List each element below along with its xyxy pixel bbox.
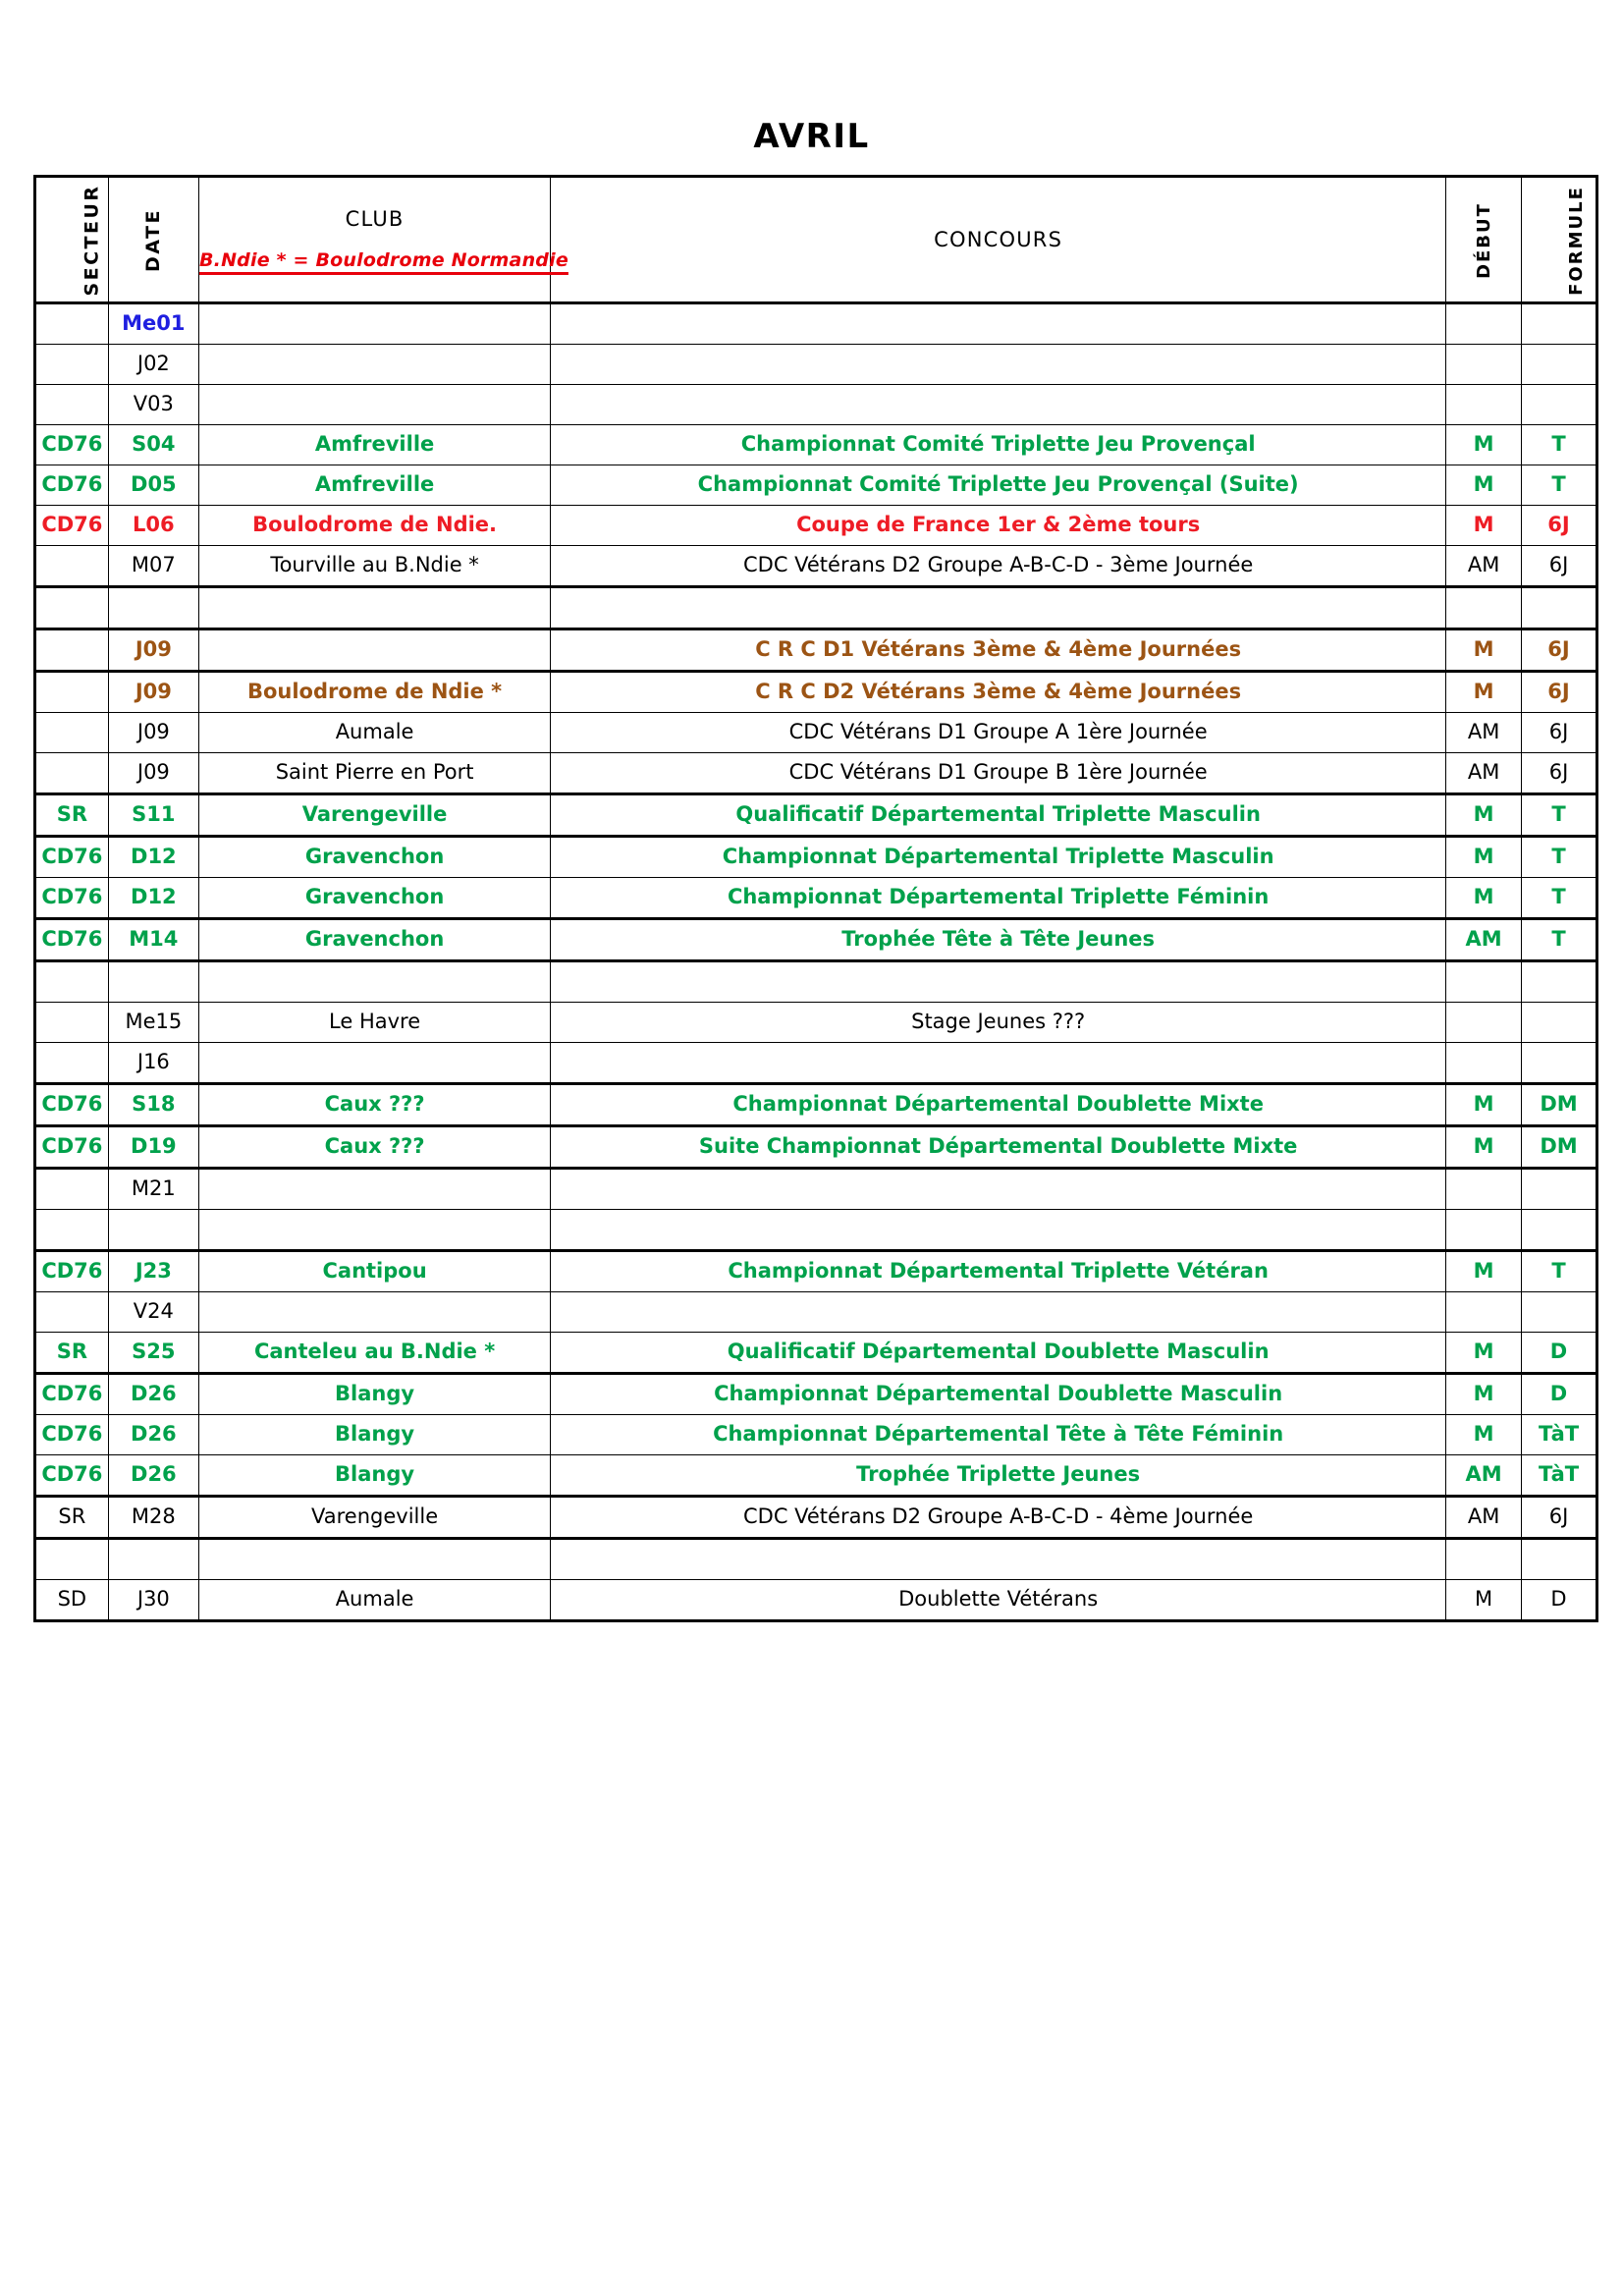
cell-secteur: CD76 [35,1084,109,1126]
table-row [35,1003,1597,1043]
table-spacer-row [35,961,1597,1003]
cell-concours: Qualificatif Départemental Triplette Masculin [551,794,1446,837]
cell-formule [1522,1210,1597,1251]
cell-date [108,1210,198,1251]
cell-club [198,1169,550,1210]
table-row [35,1455,1597,1497]
cell-date: J02 [108,345,198,385]
cell-club: Varengeville [198,794,550,837]
schedule-table-container [33,175,1598,1622]
cell-concours [551,1169,1446,1210]
cell-debut: M [1446,425,1522,465]
column-header-formule-label: FORMULE [1565,185,1587,296]
cell-club: Tourville au B.Ndie * [198,546,550,587]
cell-secteur [35,1043,109,1084]
cell-concours [551,345,1446,385]
cell-debut: AM [1446,1497,1522,1539]
cell-formule: DM [1522,1084,1597,1126]
cell-date: J09 [108,713,198,753]
cell-date: D12 [108,878,198,919]
cell-secteur: CD76 [35,919,109,961]
table-row [35,1497,1597,1539]
cell-date: J09 [108,753,198,794]
cell-formule [1522,1043,1597,1084]
cell-formule [1522,587,1597,629]
table-row [35,919,1597,961]
table-row [35,385,1597,425]
cell-secteur: CD76 [35,1455,109,1497]
cell-debut: M [1446,1333,1522,1374]
cell-formule: 6J [1522,506,1597,546]
cell-club: Amfreville [198,425,550,465]
cell-club [198,587,550,629]
cell-date [108,587,198,629]
cell-debut: M [1446,1126,1522,1169]
cell-club: Le Havre [198,1003,550,1043]
cell-club: Gravenchon [198,919,550,961]
cell-formule: T [1522,425,1597,465]
cell-club [198,303,550,345]
cell-formule: 6J [1522,753,1597,794]
cell-debut: AM [1446,919,1522,961]
cell-secteur [35,629,109,672]
cell-debut: M [1446,1415,1522,1455]
cell-debut [1446,1539,1522,1580]
schedule-table [33,175,1598,1622]
cell-debut [1446,1043,1522,1084]
cell-club [198,345,550,385]
cell-club: Canteleu au B.Ndie * [198,1333,550,1374]
cell-debut [1446,1210,1522,1251]
table-row [35,1126,1597,1169]
cell-secteur [35,1292,109,1333]
cell-formule: T [1522,794,1597,837]
cell-formule: 6J [1522,672,1597,713]
cell-formule: DM [1522,1126,1597,1169]
cell-club: Aumale [198,713,550,753]
cell-concours: C R C D1 Vétérans 3ème & 4ème Journées [551,629,1446,672]
cell-date: Me01 [108,303,198,345]
cell-concours: Suite Championnat Départemental Doublette Mixte [551,1126,1446,1169]
cell-concours: Stage Jeunes ??? [551,1003,1446,1043]
cell-club: Boulodrome de Ndie * [198,672,550,713]
table-row [35,672,1597,713]
cell-date: Me15 [108,1003,198,1043]
cell-concours [551,587,1446,629]
column-header-concours-label: CONCOURS [934,228,1063,251]
cell-concours: Qualificatif Départemental Doublette Masculin [551,1333,1446,1374]
cell-club [198,629,550,672]
cell-date: D12 [108,837,198,878]
cell-debut: AM [1446,713,1522,753]
table-row [35,1580,1597,1621]
cell-club: Gravenchon [198,878,550,919]
cell-date: L06 [108,506,198,546]
cell-date: J09 [108,672,198,713]
cell-date: M28 [108,1497,198,1539]
cell-debut: M [1446,465,1522,506]
cell-secteur: SR [35,1497,109,1539]
cell-formule: T [1522,465,1597,506]
cell-secteur: SR [35,1333,109,1374]
table-row [35,1169,1597,1210]
cell-date: S18 [108,1084,198,1126]
cell-club: Saint Pierre en Port [198,753,550,794]
cell-secteur [35,385,109,425]
cell-debut [1446,1003,1522,1043]
table-header-row [35,177,1597,303]
cell-date: J16 [108,1043,198,1084]
cell-debut: M [1446,837,1522,878]
cell-concours [551,1210,1446,1251]
cell-concours [551,961,1446,1003]
cell-date: D26 [108,1415,198,1455]
cell-concours: Championnat Départemental Triplette Féminin [551,878,1446,919]
cell-date: J09 [108,629,198,672]
cell-concours [551,303,1446,345]
cell-formule: T [1522,878,1597,919]
cell-debut: M [1446,672,1522,713]
table-row [35,1415,1597,1455]
cell-date: J30 [108,1580,198,1621]
cell-club [198,961,550,1003]
cell-concours: Championnat Comité Triplette Jeu Provençal [551,425,1446,465]
cell-debut [1446,303,1522,345]
cell-date [108,961,198,1003]
table-row [35,713,1597,753]
cell-formule: 6J [1522,713,1597,753]
cell-secteur: CD76 [35,506,109,546]
cell-concours: Championnat Départemental Triplette Vétéran [551,1251,1446,1292]
cell-date: V24 [108,1292,198,1333]
cell-date: D26 [108,1455,198,1497]
table-header [35,177,1597,303]
cell-club: Cantipou [198,1251,550,1292]
column-header-concours [551,177,1446,303]
cell-concours: Championnat Départemental Doublette Mixte [551,1084,1446,1126]
cell-formule: D [1522,1580,1597,1621]
cell-formule: T [1522,919,1597,961]
cell-secteur: CD76 [35,1374,109,1415]
table-row [35,1043,1597,1084]
cell-club: Caux ??? [198,1084,550,1126]
cell-secteur: CD76 [35,465,109,506]
cell-debut: M [1446,1251,1522,1292]
cell-secteur [35,345,109,385]
cell-club: Amfreville [198,465,550,506]
cell-debut: M [1446,878,1522,919]
cell-club: Blangy [198,1415,550,1455]
cell-club: Aumale [198,1580,550,1621]
cell-secteur: CD76 [35,1415,109,1455]
table-row [35,1374,1597,1415]
cell-concours: C R C D2 Vétérans 3ème & 4ème Journées [551,672,1446,713]
table-row [35,1251,1597,1292]
cell-date: D26 [108,1374,198,1415]
cell-debut: AM [1446,753,1522,794]
column-header-debut-label: DÉBUT [1474,201,1495,279]
cell-club [198,385,550,425]
cell-secteur: CD76 [35,425,109,465]
cell-date: M21 [108,1169,198,1210]
cell-concours [551,385,1446,425]
cell-formule: 6J [1522,629,1597,672]
cell-formule: T [1522,1251,1597,1292]
table-row [35,546,1597,587]
cell-secteur: SD [35,1580,109,1621]
cell-secteur: CD76 [35,1251,109,1292]
cell-concours: CDC Vétérans D2 Groupe A-B-C-D - 3ème Journée [551,546,1446,587]
cell-formule: TàT [1522,1415,1597,1455]
cell-formule [1522,303,1597,345]
cell-formule: 6J [1522,546,1597,587]
table-row [35,465,1597,506]
cell-formule [1522,1292,1597,1333]
cell-formule: TàT [1522,1455,1597,1497]
table-row [35,345,1597,385]
cell-club: Blangy [198,1374,550,1415]
cell-concours [551,1043,1446,1084]
page-title: AVRIL [753,117,870,156]
cell-debut [1446,345,1522,385]
cell-debut [1446,1292,1522,1333]
table-row [35,878,1597,919]
cell-date: V03 [108,385,198,425]
cell-club: Caux ??? [198,1126,550,1169]
cell-concours [551,1292,1446,1333]
table-spacer-row [35,1210,1597,1251]
cell-secteur: CD76 [35,837,109,878]
cell-debut: M [1446,794,1522,837]
cell-debut: AM [1446,546,1522,587]
table-row [35,1333,1597,1374]
cell-club [198,1210,550,1251]
cell-formule: T [1522,837,1597,878]
cell-formule: D [1522,1333,1597,1374]
table-row [35,837,1597,878]
table-spacer-row [35,1539,1597,1580]
cell-concours: Coupe de France 1er & 2ème tours [551,506,1446,546]
club-legend-note: B.Ndie * = Boulodrome Normandie [198,249,568,272]
cell-club [198,1292,550,1333]
cell-debut [1446,587,1522,629]
cell-date: S11 [108,794,198,837]
cell-formule [1522,1003,1597,1043]
cell-concours: Trophée Tête à Tête Jeunes [551,919,1446,961]
cell-secteur [35,1210,109,1251]
table-body [35,303,1597,1621]
cell-secteur [35,1539,109,1580]
cell-secteur: SR [35,794,109,837]
cell-secteur: CD76 [35,1126,109,1169]
column-header-secteur-label: SECTEUR [81,183,103,297]
cell-concours: Championnat Départemental Triplette Masculin [551,837,1446,878]
cell-secteur: CD76 [35,878,109,919]
cell-formule [1522,385,1597,425]
cell-formule: 6J [1522,1497,1597,1539]
cell-concours [551,1539,1446,1580]
column-header-date [108,177,198,303]
column-header-debut [1446,177,1522,303]
cell-secteur [35,303,109,345]
column-header-club [198,177,568,303]
cell-date: S25 [108,1333,198,1374]
cell-debut: M [1446,629,1522,672]
cell-date: M14 [108,919,198,961]
cell-secteur [35,753,109,794]
cell-secteur [35,1169,109,1210]
table-row [35,1292,1597,1333]
cell-date: S04 [108,425,198,465]
cell-debut [1446,961,1522,1003]
cell-club: Gravenchon [198,837,550,878]
cell-secteur [35,713,109,753]
table-spacer-row [35,587,1597,629]
cell-formule [1522,345,1597,385]
table-row [35,629,1597,672]
table-row [35,753,1597,794]
cell-concours: Doublette Vétérans [551,1580,1446,1621]
cell-formule [1522,1539,1597,1580]
cell-concours: Championnat Comité Triplette Jeu Provençal (Suite) [551,465,1446,506]
column-header-secteur [35,177,109,303]
cell-club [198,1043,550,1084]
cell-secteur [35,1003,109,1043]
column-header-date-label: DATE [141,207,164,272]
column-header-formule [1522,177,1597,303]
cell-debut: M [1446,1580,1522,1621]
table-row [35,506,1597,546]
cell-club: Boulodrome de Ndie. [198,506,550,546]
table-row [35,303,1597,345]
cell-concours: CDC Vétérans D1 Groupe B 1ère Journée [551,753,1446,794]
cell-debut: M [1446,1374,1522,1415]
column-header-club-label: CLUB [345,207,405,231]
table-row [35,425,1597,465]
cell-concours: CDC Vétérans D2 Groupe A-B-C-D - 4ème Journée [551,1497,1446,1539]
cell-date: J23 [108,1251,198,1292]
table-row [35,794,1597,837]
cell-formule: D [1522,1374,1597,1415]
cell-club [198,1539,550,1580]
cell-secteur [35,961,109,1003]
cell-date: D05 [108,465,198,506]
cell-secteur [35,587,109,629]
cell-concours: Championnat Départemental Tête à Tête Féminin [551,1415,1446,1455]
cell-club: Blangy [198,1455,550,1497]
cell-formule [1522,1169,1597,1210]
cell-date: M07 [108,546,198,587]
cell-date [108,1539,198,1580]
cell-concours: Championnat Départemental Doublette Masculin [551,1374,1446,1415]
cell-concours: Trophée Triplette Jeunes [551,1455,1446,1497]
cell-debut [1446,385,1522,425]
cell-debut: M [1446,1084,1522,1126]
cell-date: D19 [108,1126,198,1169]
cell-debut: M [1446,506,1522,546]
cell-club: Varengeville [198,1497,550,1539]
cell-debut: AM [1446,1455,1522,1497]
cell-secteur [35,546,109,587]
cell-concours: CDC Vétérans D1 Groupe A 1ère Journée [551,713,1446,753]
table-row [35,1084,1597,1126]
cell-formule [1522,961,1597,1003]
cell-secteur [35,672,109,713]
cell-debut [1446,1169,1522,1210]
